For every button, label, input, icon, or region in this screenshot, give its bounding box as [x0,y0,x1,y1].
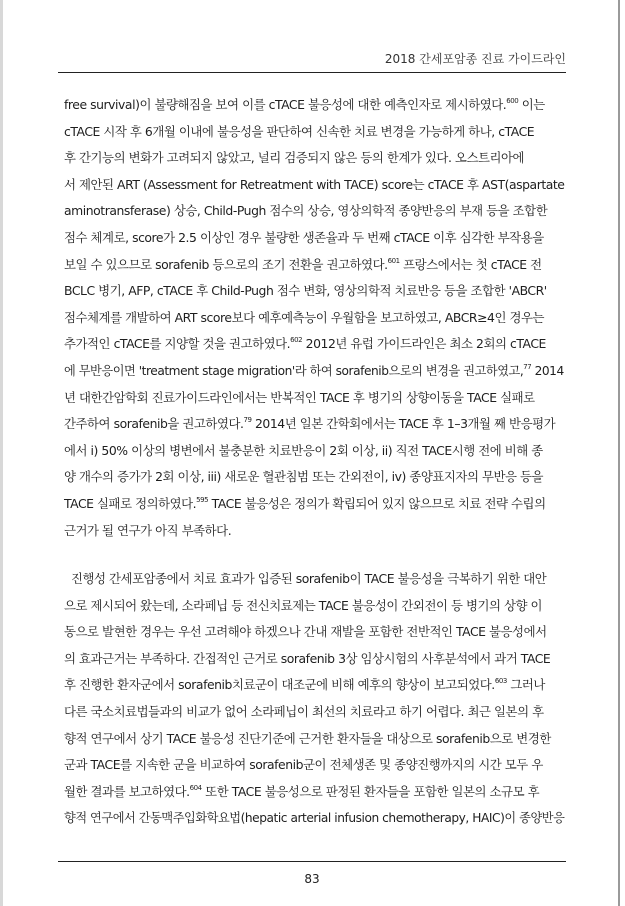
text-line [64,331,564,358]
text-line [64,252,564,279]
body-paragraph-2 [64,566,564,832]
text-line [64,119,564,146]
text-line [64,225,564,252]
running-header: 2018 간세포암종 진료 가이드라인 [384,52,566,66]
text-line [64,518,564,545]
text-segment: 양 개수의 증가가 2회 이상, iii) 새로운 혈관침범 또는 간외전이, iv) 종양표지자의 무반응 등을 [64,469,544,485]
text-segment: 군과 TACE를 지속한 군을 비교하여 sorafenib군이 전체생존 및 종양진행까지의 시간 모두 우 [64,757,543,773]
header-divider [58,72,566,73]
citation-ref: 600 [506,97,519,105]
text-segment: 점수체계를 개발하여 ART score보다 예후예측능이 우월함을 보고하였고, ABCR≥4인 경우는 [64,309,545,325]
citation-ref: 602 [290,336,303,345]
text-segment: free survival)이 불량해짐을 보여 이를 cTACE 불응성에 대한 예측인자로 제시하였다. [64,97,507,112]
citation-ref: 77 [523,362,532,371]
text-segment: TACE 실패로 정의하였다. [64,495,197,511]
text-segment: 에서 i) 50% 이상의 병변에서 불충분한 치료반응이 2회 이상, ii) 직전 TACE시행 전에 비해 종 [64,442,543,458]
text-line [64,779,564,806]
text-line [64,145,564,172]
text-line [64,619,564,646]
text-segment: 진행성 간세포암종에서 치료 효과가 입증된 sorafenib이 TACE 불응성을 극복하기 위한 대안 [64,571,547,586]
text-line [64,726,564,753]
text-line [64,411,564,438]
text-segment: 근거가 될 연구가 아직 부족하다. [64,522,232,538]
text-segment: 의 효과근거는 부족하다. 간접적인 근거로 sorafenib 3상 임상시험의 사후분석에서 과거 TACE [64,650,551,666]
text-line [64,752,564,779]
citation-ref: 603 [494,677,507,686]
text-line [64,358,564,385]
citation-ref: 601 [387,256,400,265]
text-segment: 향적 연구에서 간동맥주입화학요법(hepatic arterial infusion chemotherapy, HAIC)이 종양반응 [64,810,565,826]
text-segment: 후 간기능의 변화가 고려되지 않았고, 널리 검증되지 않은 등의 한계가 있다. 오스트리아에 [64,150,525,166]
text-segment: 동으로 발현한 경우는 우선 고려해야 하겠으나 간내 재발을 포함한 전반적인 TACE 불응성에서 [64,624,547,640]
text-line [64,198,564,225]
body-paragraph-1 [64,92,564,544]
text-segment: 점수 체계로, score가 2.5 이상인 경우 불량한 생존율과 두 번째 cTACE 이후 심각한 부작용을 [64,229,544,245]
text-line [64,305,564,332]
text-segment: 향적 연구에서 상기 TACE 불응성 진단기준에 근거한 환자들을 대상으로 sorafenib으로 변경한 [64,730,551,746]
text-segment: 에 무반응이면 'treatment stage migration'라 하여 sorafenib으로의 변경을 권고하였고, [64,362,524,378]
text-segment: BCLC 병기, AFP, cTACE 후 Child-Pugh 점수 변화, 영상의학적 치료반응 등을 조합한 'ABCR' [64,283,547,299]
text-segment: 이는 [518,97,545,112]
text-segment: 프랑스에서는 첫 cTACE 전 [399,256,542,272]
citation-ref: 595 [196,495,209,504]
text-line [64,566,564,593]
text-line [64,491,564,518]
text-segment: 그러나 [506,677,545,693]
text-segment: 으로 제시되어 왔는데, 소라페닙 등 전신치료제는 TACE 불응성이 간외전이 등 병기의 상향 이 [64,597,543,613]
text-segment: 추가적인 cTACE를 지양할 것을 권고하였다. [64,336,291,352]
text-segment: 2014 [531,362,564,378]
text-line [64,646,564,673]
text-segment: 2014년 일본 간학회에서는 TACE 후 1–3개월 째 반응평가 [251,416,556,432]
text-line [64,172,564,199]
text-segment: 후 진행한 환자군에서 sorafenib치료군이 대조군에 비해 예후의 향상이 보고되었다. [64,677,495,693]
text-line [64,438,564,465]
text-segment: 월한 결과를 보고하였다. [64,783,190,799]
text-line [64,672,564,699]
text-segment: 2012년 유럽 가이드라인은 최소 2회의 cTACE [302,336,546,352]
text-line [64,805,565,832]
text-segment: 다른 국소치료법들과의 비교가 없어 소라페닙이 최선의 치료라고 하기 어렵다. 최근 일본의 후 [64,703,544,719]
citation-ref: 604 [189,783,202,792]
text-segment: 또한 TACE 불응성으로 판정된 환자들을 포함한 일본의 소규모 후 [201,783,540,799]
text-segment: 년 대한간암학회 진료가이드라인에서는 반복적인 TACE 후 병기의 상향이동을 TACE 실패로 [64,389,535,405]
text-segment: cTACE 시작 후 6개월 이내에 불응성을 판단하여 신속한 치료 변경을 가능하게 하나, cTACE [64,123,535,139]
text-line [64,699,564,726]
text-segment: 간주하여 sorafenib을 권고하였다. [64,416,244,432]
text-line [64,464,564,491]
page-edge [0,0,3,906]
text-segment: 서 제안된 ART (Assessment for Retreatment with TACE) score는 cTACE 후 AST(aspartate [64,176,565,192]
text-line [64,92,564,119]
text-segment: 보일 수 있으므로 sorafenib 등으로의 조기 전환을 권고하였다. [64,256,388,272]
text-line [64,278,564,305]
text-line [64,385,564,412]
text-segment: aminotransferase) 상승, Child-Pugh 점수의 상승, 영상의학적 종양반응의 부재 등을 조합한 [64,203,548,219]
footer-divider [58,861,566,862]
text-line [64,593,564,620]
citation-ref: 79 [243,416,252,425]
page-number: 83 [304,872,320,886]
text-segment: TACE 불응성은 정의가 확립되어 있지 않으므로 치료 전략 수립의 [208,495,546,511]
